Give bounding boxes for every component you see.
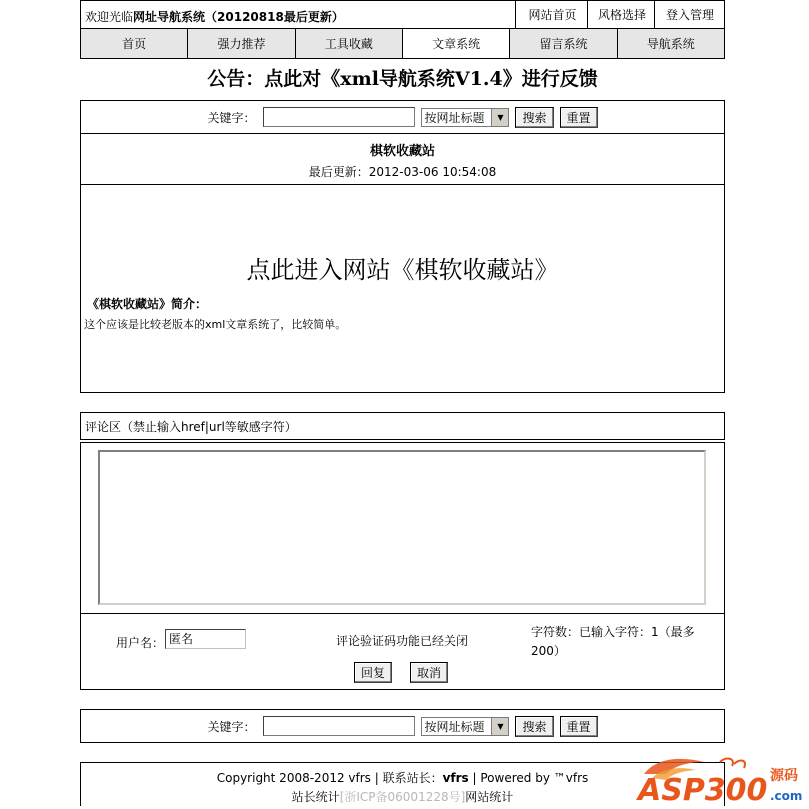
login-link[interactable]: 登入管理 xyxy=(654,1,725,28)
article-title: 棋软收藏站 xyxy=(369,144,435,159)
footer xyxy=(80,762,725,806)
intro-body: 这个应该是比较老版本的xml文章系统了，比较简单。 xyxy=(84,318,347,331)
search-button[interactable]: 搜索 xyxy=(515,107,553,128)
copyright xyxy=(81,769,724,786)
article-header xyxy=(81,134,724,185)
cancel-button[interactable]: 取消 xyxy=(410,662,448,683)
comment-heading xyxy=(80,412,725,440)
keyword-label: 关键字： xyxy=(207,110,256,125)
comment-heading-text: 评论区（禁止输入href|url等敏感字符） xyxy=(85,419,297,434)
notice-link[interactable]: 公告：点此对《xml导航系统V1.4》进行反馈 xyxy=(207,68,598,90)
nav-bar xyxy=(80,29,725,59)
tab-navigation[interactable]: 导航系统 xyxy=(618,29,724,58)
top-bar xyxy=(80,0,725,29)
footer-stats xyxy=(81,788,724,805)
divider xyxy=(81,613,724,614)
stats-link-left[interactable]: 站长统计 xyxy=(291,790,340,804)
search-type-value: 按网址标题 xyxy=(424,719,485,734)
admin-link[interactable]: vfrs xyxy=(442,771,469,785)
tab-recommended[interactable]: 强力推荐 xyxy=(188,29,295,58)
search-input[interactable] xyxy=(263,107,415,127)
search-input[interactable] xyxy=(263,716,415,736)
tab-articles[interactable]: 文章系统 xyxy=(403,29,510,58)
comment-form xyxy=(80,442,725,690)
username-label: 用户名： xyxy=(116,636,165,650)
home-link[interactable]: 网站首页 xyxy=(515,1,589,28)
dropdown-arrow-icon[interactable]: ▼ xyxy=(491,718,508,735)
tab-tools[interactable]: 工具收藏 xyxy=(296,29,403,58)
reset-button[interactable]: 重置 xyxy=(560,716,598,737)
asp300-watermark-logo xyxy=(636,752,809,806)
style-select-link[interactable]: 风格选择 xyxy=(587,1,656,28)
stats-link-right[interactable]: 网站统计 xyxy=(465,790,514,804)
welcome-site-name: 网址导航系统（20120818最后更新） xyxy=(133,10,344,24)
icp-link[interactable]: [浙ICP备06001228号] xyxy=(339,790,466,804)
watermark-domain: .com xyxy=(770,789,803,803)
char-count: 字符数：已输入字符：1（最多200） xyxy=(531,625,695,658)
tab-home[interactable]: 首页 xyxy=(81,29,188,58)
site-welcome xyxy=(85,8,344,25)
tab-guestbook[interactable]: 留言系统 xyxy=(510,29,617,58)
comment-textarea[interactable] xyxy=(98,450,706,605)
search-type-select[interactable] xyxy=(421,717,509,736)
copyright-prefix: Copyright 2008-2012 vfrs | 联系站长： xyxy=(216,771,443,785)
search-type-select[interactable] xyxy=(421,108,509,127)
flame-logo-icon xyxy=(636,752,809,806)
article-panel xyxy=(80,134,725,393)
search-bar-top xyxy=(80,100,725,134)
watermark-sub: 源码 xyxy=(770,768,798,784)
dropdown-arrow-icon[interactable]: ▼ xyxy=(491,109,508,126)
intro-heading: 《棋软收藏站》简介： xyxy=(87,297,208,311)
search-bar-bottom xyxy=(80,709,725,743)
enter-site-link[interactable]: 点此进入网站《棋软收藏站》 xyxy=(246,256,559,284)
reset-button[interactable]: 重置 xyxy=(560,107,598,128)
captcha-note: 评论验证码功能已经关闭 xyxy=(336,634,469,648)
search-button[interactable]: 搜索 xyxy=(515,716,553,737)
article-updated: 最后更新：2012-03-06 10:54:08 xyxy=(308,165,497,179)
reply-button[interactable]: 回复 xyxy=(354,662,392,683)
search-type-value: 按网址标题 xyxy=(424,110,485,125)
keyword-label: 关键字： xyxy=(207,719,256,734)
watermark-text: ASP300 xyxy=(638,773,768,806)
username-input[interactable]: 匿名 xyxy=(165,629,246,649)
copyright-suffix: | Powered by ™vfrs xyxy=(468,771,589,785)
welcome-prefix: 欢迎光临 xyxy=(85,10,134,24)
